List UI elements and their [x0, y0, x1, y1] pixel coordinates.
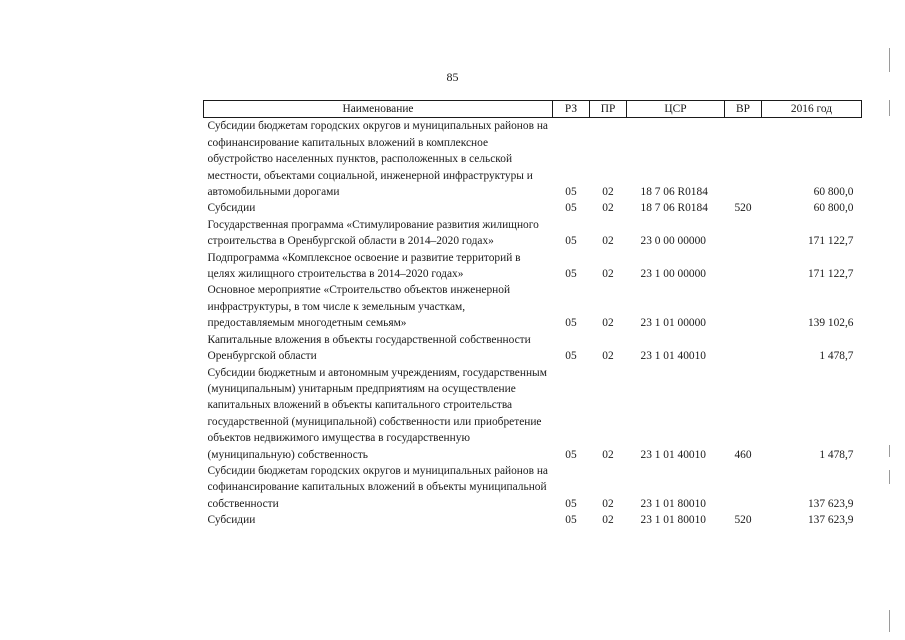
row-vr [725, 250, 762, 283]
scan-margin-mark [889, 610, 890, 632]
row-csr: 23 0 00 00000 [640, 235, 706, 248]
row-vr [725, 282, 762, 331]
table-row [204, 512, 862, 528]
row-pr: 02 [602, 514, 614, 527]
row-vr: 460 [734, 448, 752, 461]
row-sum: 1 478,7 [819, 448, 854, 461]
row-csr: 23 1 01 40010 [640, 448, 706, 461]
row-pr: 02 [602, 448, 614, 461]
row-name: Субсидии бюджетным и автономным учреждениям, государственным (муниципальным) унитарным предприятиям на осуществление капитальных вложений в объекты капитального строительства государственной (муниципальной) собственности или приобретение объектов недвижимого имущества в государственную (муниципальную) собственность [207, 366, 547, 461]
row-pr: 02 [602, 235, 614, 248]
row-name: Капитальные вложения в объекты государственной собственности Оренбургской области [207, 333, 531, 363]
row-name: Субсидии [207, 202, 256, 215]
row-vr: 520 [734, 202, 752, 215]
row-vr: 520 [734, 514, 752, 527]
table-row [204, 200, 862, 216]
header-vr: ВР [725, 101, 762, 118]
row-sum: 137 623,9 [807, 514, 854, 527]
row-csr: 18 7 06 R0184 [640, 186, 708, 199]
row-sum: 139 102,6 [807, 317, 854, 330]
budget-table [203, 100, 862, 529]
table-row [204, 282, 862, 331]
scan-margin-mark [889, 470, 890, 484]
row-rz: 05 [565, 235, 577, 248]
row-sum: 60 800,0 [813, 186, 854, 199]
row-vr [725, 463, 762, 512]
scan-margin-mark [889, 100, 890, 116]
row-rz: 05 [565, 497, 577, 510]
row-name: Субсидии бюджетам городских округов и муниципальных районов на софинансирование капитальных вложений в объекты муниципальной собственности [207, 464, 548, 510]
header-year: 2016 год [762, 101, 862, 118]
table-row [204, 365, 862, 463]
row-pr: 02 [602, 350, 614, 363]
row-sum: 137 623,9 [807, 497, 854, 510]
row-name: Субсидии [207, 514, 256, 527]
table-row [204, 332, 862, 365]
row-csr: 23 1 01 80010 [640, 497, 706, 510]
scan-margin-mark [889, 48, 890, 72]
row-csr: 23 1 00 00000 [640, 268, 706, 281]
row-pr: 02 [602, 497, 614, 510]
row-vr [725, 332, 762, 365]
row-name: Основное мероприятие «Строительство объектов инженерной инфраструктуры, в том числе к земельным участкам, предоставляемым многодетным семьям» [207, 284, 511, 330]
row-rz: 05 [565, 350, 577, 363]
table-row [204, 250, 862, 283]
row-name: Государственная программа «Стимулирование развития жилищного строительства в Оренбургской области в 2014–2020 годах» [207, 218, 539, 248]
row-csr: 18 7 06 R0184 [640, 202, 708, 215]
row-name: Субсидии бюджетам городских округов и муниципальных районов на софинансирование капитальных вложений в комплексное обустройство населенных пунктов, расположенных в сельской местности, объектами социальной, инженерной инфраструктуры и автомобильными дорогами [207, 120, 548, 199]
row-csr: 23 1 01 40010 [640, 350, 706, 363]
row-rz: 05 [565, 202, 577, 215]
table-header-row [204, 101, 862, 118]
table-row [204, 118, 862, 201]
row-csr: 23 1 01 00000 [640, 317, 706, 330]
row-rz: 05 [565, 186, 577, 199]
row-csr: 23 1 01 80010 [640, 514, 706, 527]
row-name: Подпрограмма «Комплексное освоение и развитие территорий в целях жилищного строительства в 2014–2020 годах» [207, 251, 521, 281]
table-row [204, 217, 862, 250]
row-sum: 60 800,0 [813, 202, 854, 215]
row-sum: 1 478,7 [819, 350, 854, 363]
row-rz: 05 [565, 268, 577, 281]
row-rz: 05 [565, 514, 577, 527]
row-sum: 171 122,7 [807, 235, 854, 248]
page-number: 85 [446, 70, 459, 84]
header-pr: ПР [590, 101, 627, 118]
row-rz: 05 [565, 317, 577, 330]
row-pr: 02 [602, 317, 614, 330]
table-row [204, 463, 862, 512]
row-vr [725, 217, 762, 250]
header-csr: ЦСР [627, 101, 725, 118]
row-rz: 05 [565, 448, 577, 461]
row-pr: 02 [602, 186, 614, 199]
row-sum: 171 122,7 [807, 268, 854, 281]
header-rz: РЗ [553, 101, 590, 118]
scan-margin-mark [889, 445, 890, 457]
row-vr [725, 118, 762, 201]
header-name: Наименование [204, 101, 553, 118]
row-pr: 02 [602, 202, 614, 215]
row-pr: 02 [602, 268, 614, 281]
